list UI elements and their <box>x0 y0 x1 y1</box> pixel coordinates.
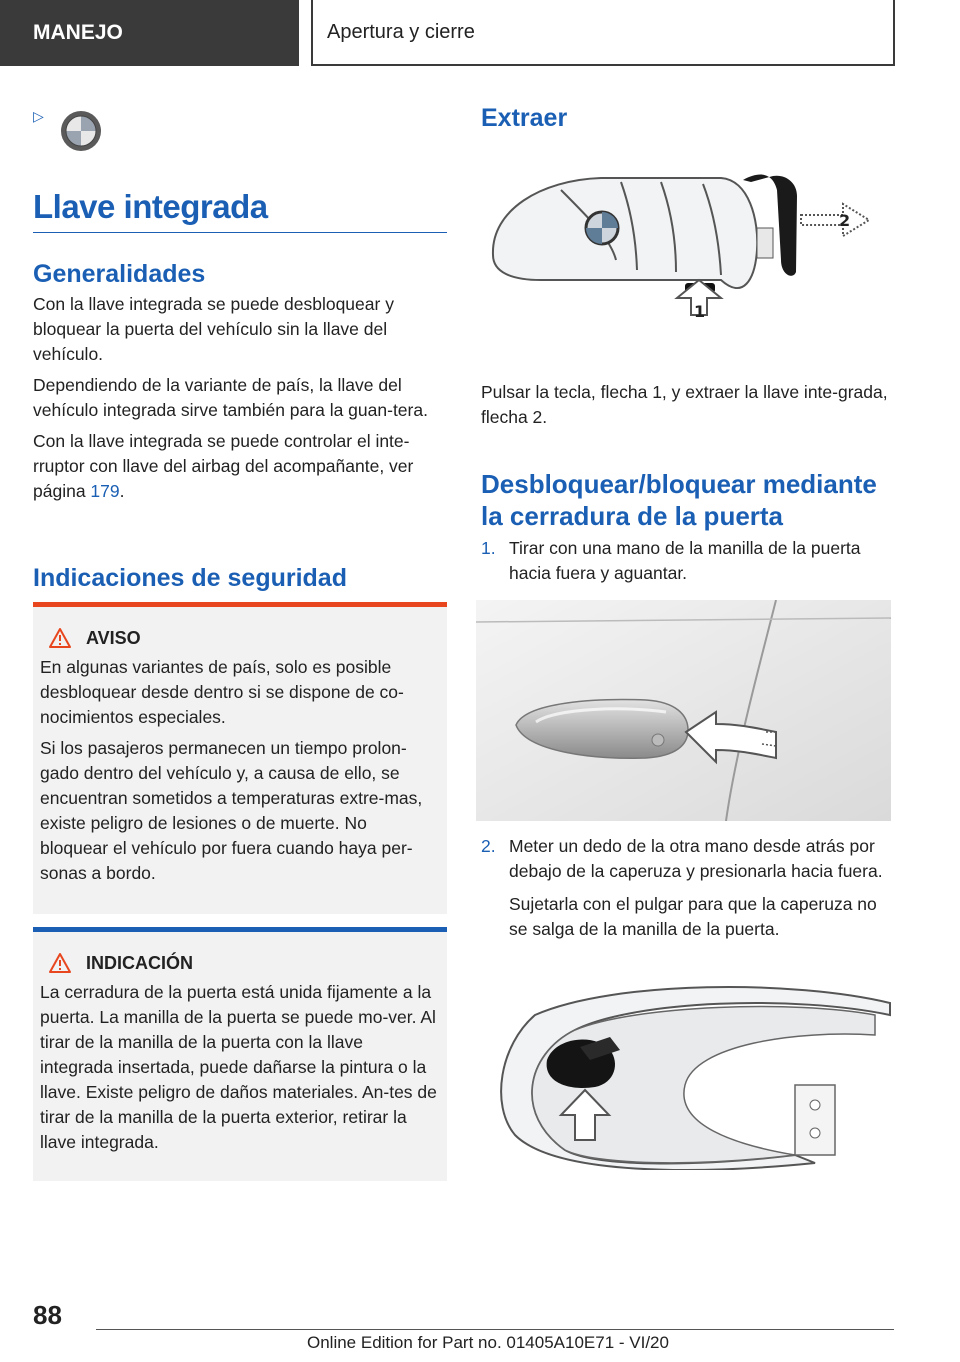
step-1 <box>481 536 891 586</box>
paragraph: Dependiendo de la variante de país, la llave del vehículo integrada sirve también para la guan-tera. <box>33 375 428 420</box>
step-body <box>509 834 891 942</box>
notice-header <box>48 952 437 974</box>
key-fob-illustration <box>481 160 891 360</box>
caution-triangle-icon <box>48 952 72 974</box>
paragraph: Con la llave integrada se puede desbloquear y bloquear la puerta del vehículo sin la llave del vehículo. <box>33 294 394 364</box>
footer-divider <box>96 1329 894 1330</box>
triangle-marker-icon: ▷ <box>33 108 44 124</box>
figure-caption: Pulsar la tecla, flecha 1, y extraer la llave inte-grada, flecha 2. <box>481 382 888 427</box>
info-notice <box>33 927 447 1181</box>
step-2-block <box>481 834 891 942</box>
warning-triangle-icon <box>48 627 72 649</box>
door-handle-photo <box>476 600 891 821</box>
section-extraer <box>481 102 891 134</box>
heading-desbloquear: Desbloquear/bloquear mediante la cerradura de la puerta <box>481 469 877 531</box>
paragraph <box>33 429 447 504</box>
paragraph: La cerradura de la puerta está unida fijamente a la puerta. La manilla de la puerta se puede mo-ver. Al tirar de la manilla de la puerta con la llave integrada insertada, puede dañarse la pintura o la llave. Existe peligro de daños materiales. An-tes de tirar de la manilla de la puerta exterior, retirar la llave integrada. <box>40 982 437 1152</box>
step-number: 2. <box>481 836 496 856</box>
notice-title: INDICACIÓN <box>86 952 193 973</box>
extraer-caption-block <box>481 380 891 430</box>
page-link[interactable]: 179 <box>90 481 120 501</box>
paragraph-text: Con la llave integrada se puede controlar el inte-rruptor con llave del airbag del acompañante, ver página <box>33 431 414 501</box>
chapter-tab <box>311 0 895 66</box>
heading-seguridad: Indicaciones de seguridad <box>33 564 347 592</box>
step-body <box>509 536 891 586</box>
heading-extraer: Extraer <box>481 104 568 132</box>
paragraph: En algunas variantes de país, solo es posible desbloquear desde dentro si se dispone de co-nocimientos especiales. <box>40 657 404 727</box>
bmw-logo-icon <box>60 110 102 152</box>
warning-notice <box>33 602 447 914</box>
notice-title: AVISO <box>86 627 141 648</box>
paragraph-end: . <box>119 481 125 501</box>
step-text: Tirar con una mano de la manilla de la puerta hacia fuera y aguantar. <box>509 538 861 583</box>
door-handle-cap-illustration <box>495 975 895 1170</box>
section-tab <box>0 0 299 66</box>
paragraph: Si los pasajeros permanecen un tiempo prolon-gado dentro del vehículo y, a causa de ello, se encuentran sometidos a temperaturas extre-mas, existe peligro de lesiones o de muerte. No bloquear el vehículo por fuera cuando haya per-sonas a bordo. <box>40 738 423 883</box>
arrow-label-1: 1 <box>694 302 706 321</box>
arrow-label-2: 2 <box>839 211 851 230</box>
section-generalidades <box>33 258 447 504</box>
step-2 <box>481 834 891 942</box>
page-title: Llave integrada <box>33 188 447 233</box>
page-number: 88 <box>33 1300 62 1330</box>
section-title: MANEJO <box>33 21 123 44</box>
step-extra-text: Sujetarla con el pulgar para que la caperuza no se salga de la manilla de la puerta. <box>509 894 877 939</box>
notice-header <box>48 627 437 649</box>
step-text: Meter un dedo de la otra mano desde atrás por debajo de la caperuza y presionarla hacia fuera. <box>509 836 883 881</box>
step-number: 1. <box>481 538 496 558</box>
chapter-title: Apertura y cierre <box>327 20 475 43</box>
section-desbloquear <box>481 468 891 586</box>
heading-generalidades: Generalidades <box>33 260 206 288</box>
footer-edition: Online Edition for Part no. 01405A10E71 - VI/20 <box>307 1333 669 1352</box>
section-seguridad <box>33 562 447 594</box>
